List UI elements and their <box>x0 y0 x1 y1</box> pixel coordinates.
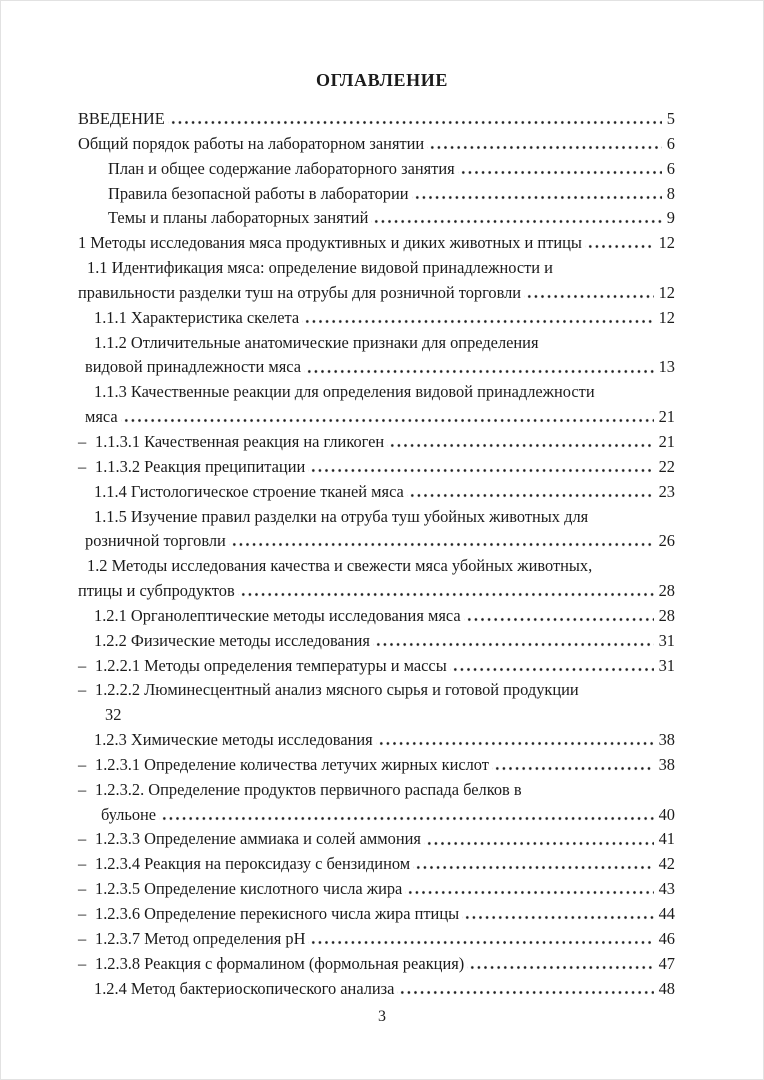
dot-leader <box>585 231 654 256</box>
toc-entry <box>78 778 675 803</box>
entry-text: 1.2.3 Химические методы исследования <box>94 730 373 750</box>
dot-leader <box>450 654 654 679</box>
dot-leader <box>159 803 654 828</box>
toc-entry <box>78 529 675 554</box>
toc-entry <box>78 852 675 877</box>
toc-entry <box>78 206 675 231</box>
dot-leader <box>412 182 662 207</box>
entry-page-number: 6 <box>666 158 675 178</box>
dot-leader <box>424 827 654 852</box>
dash-marker: – <box>78 854 87 874</box>
entry-page-number: 13 <box>658 357 675 377</box>
dot-leader <box>407 480 654 505</box>
toc-entry <box>78 554 675 579</box>
dot-leader <box>413 852 653 877</box>
toc-entry <box>78 132 675 157</box>
dash-marker: – <box>78 904 87 923</box>
entry-page-number: 40 <box>658 804 675 824</box>
toc-entry <box>78 579 675 604</box>
entry-text: 1.2.3.2. Определение продуктов первичного распада белков в <box>95 779 522 799</box>
entry-text: 1.2.2 Физические методы исследования <box>94 630 370 650</box>
entry-text: Темы и планы лабораторных занятий <box>108 208 369 228</box>
toc-entry <box>78 380 675 405</box>
dot-leader <box>467 952 653 977</box>
toc-entry <box>78 604 675 629</box>
entry-text: 1 Методы исследования мяса продуктивных и диких животных и птицы <box>78 233 582 253</box>
entry-text: 1.2.3.7 Метод определения рН <box>95 928 306 948</box>
dash-marker: – <box>78 431 87 451</box>
dot-leader <box>373 629 654 654</box>
toc-entry <box>78 629 675 654</box>
dot-leader <box>168 107 662 132</box>
entry-text: 1.2.2.1 Методы определения температуры и массы <box>95 655 447 675</box>
toc-entry <box>78 877 675 902</box>
dot-leader <box>376 728 654 753</box>
entry-text: 32 <box>105 705 122 725</box>
toc-entry <box>78 480 675 505</box>
entry-page-number: 9 <box>666 208 675 228</box>
table-of-contents <box>78 107 675 1001</box>
dot-leader <box>308 927 653 952</box>
dot-leader <box>229 529 654 554</box>
entry-text: 1.2 Методы исследования качества и свежести мяса убойных животных, <box>87 556 593 576</box>
dash-marker: – <box>78 655 87 675</box>
dot-leader <box>387 430 653 455</box>
entry-page-number: 31 <box>658 630 675 650</box>
dash-marker: – <box>78 680 87 700</box>
toc-entry <box>78 231 675 256</box>
entry-text: бульоне <box>101 804 157 824</box>
entry-text: 1.2.3.4 Реакция на пероксидазу с бензидином <box>95 854 411 874</box>
entry-text: 1.1.1 Характеристика скелета <box>94 307 300 327</box>
entry-text: 1.2.3.5 Определение кислотного числа жира <box>95 879 403 899</box>
entry-text: 1.2.1 Органолептические методы исследования мяса <box>94 605 461 625</box>
entry-page-number: 12 <box>658 307 675 327</box>
dash-marker: – <box>78 879 87 899</box>
toc-entry <box>78 927 675 952</box>
entry-text: птицы и субпродуктов <box>78 581 235 601</box>
entry-page-number: 44 <box>658 904 675 923</box>
entry-text: мяса <box>85 407 118 427</box>
entry-text: 1.1.3.2 Реакция преципитации <box>95 456 306 476</box>
dash-marker: – <box>78 754 87 774</box>
entry-page-number: 28 <box>658 605 675 625</box>
toc-entry <box>78 355 675 380</box>
entry-page-number: 46 <box>658 928 675 948</box>
entry-text: 1.2.3.3 Определение аммиака и солей аммония <box>95 829 421 849</box>
dot-leader <box>427 132 662 157</box>
toc-entry <box>78 455 675 480</box>
toc-entry <box>78 803 675 828</box>
entry-text: ВВЕДЕНИЕ <box>78 109 165 128</box>
entry-page-number: 23 <box>658 481 675 501</box>
entry-page-number: 26 <box>658 531 675 551</box>
entry-text: видовой принадлежности мяса <box>85 357 301 377</box>
entry-text: Правила безопасной работы в лаборатории <box>108 183 409 203</box>
dot-leader <box>405 877 653 902</box>
toc-entry <box>78 306 675 331</box>
entry-text: 1.1.3.1 Качественная реакция на гликоген <box>95 431 385 451</box>
entry-text: 1.2.2.2 Люминесцентный анализ мясного сырья и готовой продукции <box>95 680 579 700</box>
entry-text: розничной торговли <box>85 531 226 551</box>
dash-marker: – <box>78 779 87 799</box>
entry-page-number: 41 <box>658 829 675 849</box>
dot-leader <box>462 902 653 927</box>
entry-text: 1.1.3 Качественные реакции для определения видовой принадлежности <box>94 382 595 402</box>
entry-text: 1.1.2 Отличительные анатомические признаки для определения <box>94 332 539 352</box>
dot-leader <box>308 455 653 480</box>
toc-entry <box>78 107 675 132</box>
dot-leader <box>397 977 653 1002</box>
entry-page-number: 31 <box>658 655 675 675</box>
entry-page-number: 6 <box>666 133 675 153</box>
entry-text: Общий порядок работы на лабораторном занятии <box>78 133 425 153</box>
entry-page-number: 42 <box>658 854 675 874</box>
entry-page-number: 5 <box>666 109 675 128</box>
entry-text: 1.2.3.6 Определение перекисного числа жира птицы <box>95 904 460 923</box>
dot-leader <box>458 157 662 182</box>
page-number: 3 <box>378 1008 386 1025</box>
toc-entry <box>78 281 675 306</box>
dot-leader <box>524 281 654 306</box>
dot-leader <box>492 753 654 778</box>
toc-entry <box>78 678 675 703</box>
toc-entry <box>78 654 675 679</box>
toc-entry <box>78 703 675 728</box>
dash-marker: – <box>78 456 87 476</box>
entry-page-number: 12 <box>658 233 675 253</box>
dot-leader <box>304 355 654 380</box>
entry-page-number: 22 <box>658 456 675 476</box>
toc-entry <box>78 157 675 182</box>
toc-entry <box>78 430 675 455</box>
dot-leader <box>371 206 661 231</box>
toc-entry <box>78 753 675 778</box>
entry-page-number: 47 <box>658 953 675 973</box>
toc-title: ОГЛАВЛЕНИЕ <box>316 70 448 90</box>
dash-marker: – <box>78 928 87 948</box>
entry-page-number: 21 <box>658 431 675 451</box>
entry-page-number: 38 <box>658 754 675 774</box>
entry-page-number: 28 <box>658 581 675 601</box>
toc-entry <box>78 728 675 753</box>
dot-leader <box>238 579 654 604</box>
entry-page-number: 38 <box>658 730 675 750</box>
dash-marker: – <box>78 829 87 849</box>
toc-entry <box>78 256 675 281</box>
toc-entry <box>78 827 675 852</box>
dot-leader <box>464 604 654 629</box>
dash-marker: – <box>78 953 87 973</box>
toc-entry <box>78 952 675 977</box>
toc-entry <box>78 902 675 927</box>
entry-text: 1.1.4 Гистологическое строение тканей мяса <box>94 481 404 501</box>
entry-text: правильности разделки туш на отрубы для розничной торговли <box>78 282 522 302</box>
toc-entry <box>78 182 675 207</box>
toc-entry <box>78 977 675 1002</box>
entry-page-number: 12 <box>658 282 675 302</box>
entry-text: 1.2.3.8 Реакция с формалином (формольная реакция) <box>95 953 465 973</box>
dot-leader <box>121 405 654 430</box>
toc-entry <box>78 505 675 530</box>
entry-text: 1.1.5 Изучение правил разделки на отруба туш убойных животных для <box>94 506 589 526</box>
toc-entry <box>78 405 675 430</box>
entry-page-number: 21 <box>658 407 675 427</box>
entry-page-number: 48 <box>658 978 675 998</box>
dot-leader <box>302 306 654 331</box>
entry-text: 1.1 Идентификация мяса: определение видовой принадлежности и <box>87 258 553 278</box>
entry-page-number: 8 <box>666 183 675 203</box>
entry-page-number: 43 <box>658 879 675 899</box>
toc-entry <box>78 331 675 356</box>
entry-text: План и общее содержание лабораторного занятия <box>108 158 455 178</box>
entry-text: 1.2.4 Метод бактериоскопического анализа <box>94 978 395 998</box>
entry-text: 1.2.3.1 Определение количества летучих жирных кислот <box>95 754 489 774</box>
